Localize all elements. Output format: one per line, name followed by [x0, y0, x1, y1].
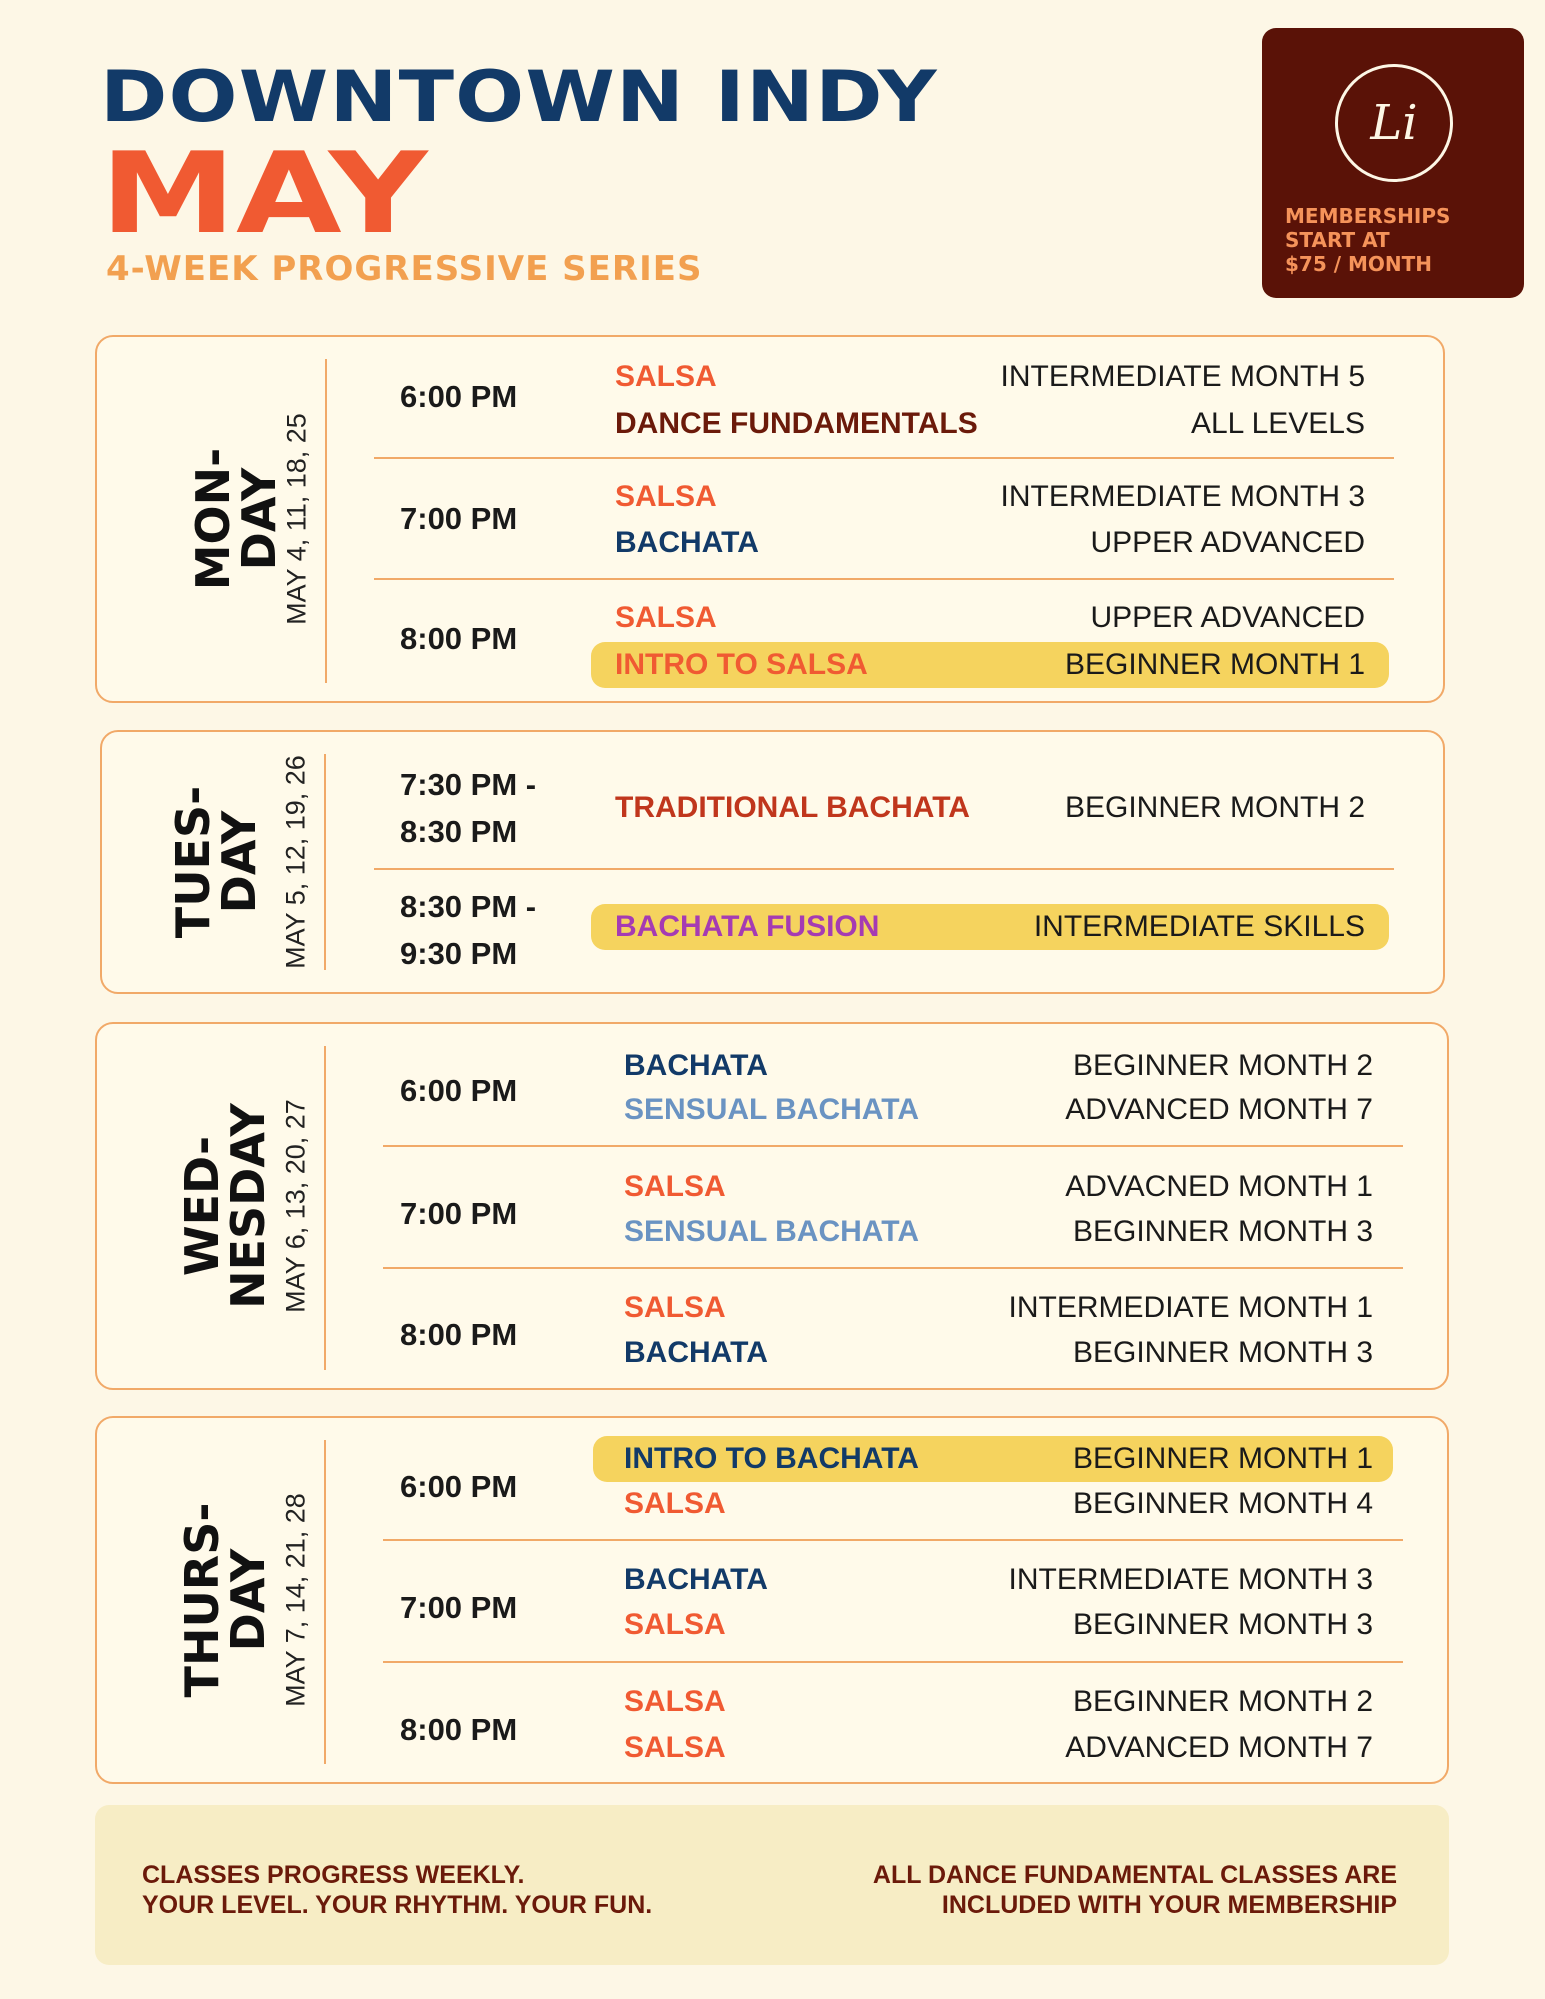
- slot-time: 8:00 PM: [400, 1317, 518, 1352]
- day-name-line: DAY: [221, 1548, 275, 1652]
- class-level: UPPER ADVANCED: [1090, 601, 1365, 634]
- day-dates: MAY 5, 12, 19, 26: [280, 755, 311, 969]
- class-level: BEGINNER MONTH 3: [1072, 1608, 1373, 1641]
- class-level: INTERMEDIATE MONTH 5: [1000, 360, 1365, 393]
- day-name-line: MON-: [186, 447, 240, 591]
- class-level: UPPER ADVANCED: [1090, 526, 1365, 559]
- footer-line: CLASSES PROGRESS WEEKLY.: [142, 1861, 525, 1889]
- slot-time: 7:00 PM: [400, 1196, 518, 1231]
- class-level: ADVACNED MONTH 1: [1065, 1170, 1373, 1203]
- class-name: SALSA: [624, 1170, 726, 1203]
- day-dates: MAY 7, 14, 21, 28: [280, 1493, 311, 1707]
- slot-time: 6:00 PM: [400, 1073, 518, 1108]
- day-name-line: DAY: [212, 810, 266, 914]
- class-name: SALSA: [615, 601, 717, 634]
- class-name: SALSA: [615, 360, 717, 393]
- divider: [383, 1539, 1403, 1541]
- class-name: SENSUAL BACHATA: [624, 1215, 920, 1248]
- divider: [374, 578, 1394, 580]
- day-card-thursday: [95, 1416, 1449, 1784]
- day-name-line: WED-: [175, 1135, 229, 1277]
- day-name-line: TUES-: [166, 785, 220, 939]
- day-name: [186, 374, 286, 664]
- class-level: INTERMEDIATE MONTH 1: [1008, 1291, 1373, 1324]
- class-level: INTERMEDIATE MONTH 3: [1008, 1563, 1373, 1596]
- divider: [374, 868, 1394, 870]
- day-dates: MAY 4, 11, 18, 25: [281, 413, 312, 625]
- class-name: BACHATA: [624, 1049, 768, 1082]
- slot-time: 8:30 PM: [400, 814, 518, 849]
- slot-time: 8:00 PM: [400, 1712, 518, 1747]
- month-title: MAY: [100, 129, 428, 259]
- footer-membership-note: [873, 1860, 1397, 1920]
- class-level: BEGINNER MONTH 2: [1064, 791, 1365, 824]
- promo-line: START AT: [1285, 228, 1390, 252]
- class-level: BEGINNER MONTH 2: [1072, 1049, 1373, 1082]
- class-level: BEGINNER MONTH 2: [1072, 1685, 1373, 1718]
- footer-line: YOUR LEVEL. YOUR RHYTHM. YOUR FUN.: [142, 1891, 653, 1919]
- day-name: [175, 1455, 275, 1745]
- divider: [324, 1046, 326, 1370]
- studio-logo: [1335, 64, 1453, 182]
- class-level: INTERMEDIATE MONTH 3: [1000, 480, 1365, 513]
- day-card-tuesday: [100, 730, 1445, 994]
- footer-line: INCLUDED WITH YOUR MEMBERSHIP: [941, 1891, 1397, 1919]
- slot-time: 9:30 PM: [400, 936, 518, 971]
- divider: [324, 1440, 326, 1764]
- divider: [324, 754, 326, 970]
- divider: [325, 359, 327, 683]
- slot-time: 7:00 PM: [400, 1590, 518, 1625]
- slot-time: 7:00 PM: [400, 501, 518, 536]
- class-name: BACHATA: [624, 1336, 768, 1369]
- divider: [383, 1267, 1403, 1269]
- divider: [374, 457, 1394, 459]
- day-dates: MAY 6, 13, 20, 27: [280, 1099, 311, 1313]
- page-title: DOWNTOWN INDY: [100, 56, 938, 138]
- day-name: [166, 717, 266, 1007]
- class-name: SENSUAL BACHATA: [624, 1093, 920, 1126]
- slot-time: 6:00 PM: [400, 1469, 518, 1504]
- footer-note: [95, 1805, 1449, 1965]
- day-card-wednesday: [95, 1022, 1449, 1390]
- class-level: INTERMEDIATE SKILLS: [1033, 910, 1365, 943]
- promo-price: $75 / MONTH: [1285, 252, 1433, 276]
- class-level: BEGINNER MONTH 3: [1072, 1215, 1373, 1248]
- class-name: DANCE FUNDAMENTALS: [615, 407, 978, 440]
- class-name: BACHATA FUSION: [615, 910, 880, 943]
- day-name-line: THURS-: [175, 1502, 229, 1698]
- class-name: SALSA: [624, 1291, 726, 1324]
- class-name: SALSA: [624, 1608, 726, 1641]
- class-name: SALSA: [624, 1685, 726, 1718]
- membership-promo: [1262, 28, 1524, 298]
- slot-time: 6:00 PM: [400, 379, 518, 414]
- promo-line: MEMBERSHIPS: [1285, 204, 1451, 228]
- divider: [383, 1661, 1403, 1663]
- class-name: SALSA: [615, 480, 717, 513]
- day-name-line: NESDAY: [221, 1103, 275, 1309]
- class-level: BEGINNER MONTH 4: [1072, 1487, 1373, 1520]
- class-name: TRADITIONAL BACHATA: [615, 791, 970, 824]
- slot-time: 7:30 PM -: [400, 767, 537, 802]
- class-name: INTRO TO BACHATA: [624, 1442, 919, 1475]
- class-name: SALSA: [624, 1731, 726, 1764]
- class-level: ADVANCED MONTH 7: [1065, 1093, 1373, 1126]
- promo-text: [1285, 204, 1515, 276]
- footer-tagline: [142, 1860, 652, 1920]
- day-name: [175, 1061, 275, 1351]
- class-level: ALL LEVELS: [1190, 407, 1365, 440]
- slot-time: 8:00 PM: [400, 621, 518, 656]
- class-level: BEGINNER MONTH 1: [1072, 1442, 1373, 1475]
- class-name: INTRO TO SALSA: [615, 648, 868, 681]
- class-name: SALSA: [624, 1487, 726, 1520]
- class-level: ADVANCED MONTH 7: [1065, 1731, 1373, 1764]
- slot-time: 8:30 PM -: [400, 889, 537, 924]
- class-name: BACHATA: [615, 526, 759, 559]
- class-name: BACHATA: [624, 1563, 768, 1596]
- footer-line: ALL DANCE FUNDAMENTAL CLASSES ARE: [872, 1861, 1397, 1889]
- day-name-line: DAY: [232, 467, 286, 571]
- day-card-monday: [95, 335, 1445, 703]
- series-subtitle: 4-WEEK PROGRESSIVE SERIES: [106, 249, 703, 289]
- class-level: BEGINNER MONTH 3: [1072, 1336, 1373, 1369]
- divider: [383, 1145, 1403, 1147]
- class-level: BEGINNER MONTH 1: [1064, 648, 1365, 681]
- logo-mark: Li: [1370, 95, 1418, 151]
